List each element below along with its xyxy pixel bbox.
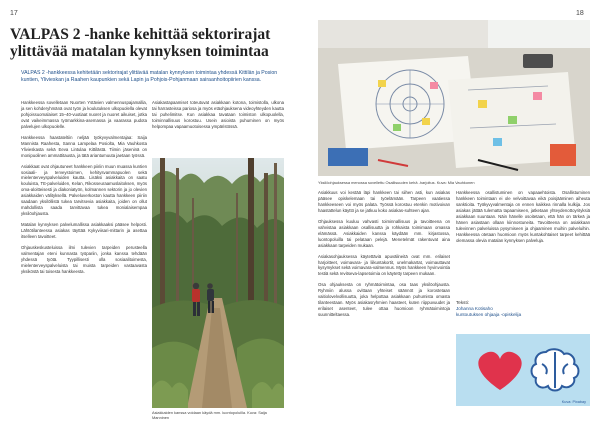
heart-brain-icons — [456, 334, 590, 406]
credit-name: Johanna Kotisaho — [456, 306, 493, 311]
paragraph: Hankkeessa osallistuminen on vapaaehtoista. Osallistuminen hankkeen toimintaan ei ole velvoittavaa eikä poisjääminen aiheuta sanktioita. Työkyvyvalmentaja on ennen kaikkea rinnalla kulkija. Jos asiakas jättää tulematta tapaamiseen, jatketaan yhteydenottoyrityksiä asiakkaan suuntaan. Näin hänelle osoitetaan, että hän on tärkeä ja hänen asiastaan ollaan kiinnostuneita. Tavoitteena on asiakkaan tulevinnen palveluissa pysymiseen ja ohjaaminen muihin palveluihin. Hankkeessa otetaan huomioon myös kuntakohtaiset tarpeet kehittää olemassa olevia matalan kynnyksen palveluja. — [456, 190, 590, 243]
table-exercise-photo — [318, 20, 590, 176]
forest-illustration — [152, 158, 284, 408]
paragraph: Matalan kynnyksen palvelumallissa asiakkaaksi pääsee helposti. Lähtötilanteessa asiakas täyttää Kykyviisari-mittarin ja asettaa itselleen tavoitteet. — [21, 222, 147, 240]
author-credit — [456, 300, 590, 318]
right-column-2 — [456, 190, 590, 249]
badge-credit: Kuva: Pixabay — [561, 400, 586, 404]
paragraph: Hankkeessa sovelletaan Nuorten Ystävien valmennuspajamallia, ja sen kohderyhmänä ovat työn ja koulutuksen ulkopuolella olevat pohjoissuomalaiset 15–40-vuotiaat nuoret ja nuoret aikuiset, jotka ovat vaikeimmassa työmarkkina-asemassa ja vaarassa pudota palvelujen ulkopuolelle. — [21, 100, 147, 129]
article-title: VALPAS 2 -hanke kehittää sektorirajat ylittävää matalan kynnyksen toimintaa — [10, 26, 271, 60]
brain-icon — [532, 349, 579, 390]
heart-brain-badge — [456, 334, 590, 406]
left-column-2 — [152, 100, 284, 135]
right-page — [300, 0, 600, 424]
paragraph: Asiakkaat ovat ohjautuneet hankkeen piiriin muun muassa kuntien sosiaali- ja terveystoimen, kehitysvammapuolen sekä mielenterveyspalveluiden kautta. Lisäksi asiakkaita on saatu kouluista, TE-palveluiden, Kelan, Rikosseuraamuslaitoksen, myös oma-aloitteisesti ja diakoniatyön, kolmannen sektorin ja jo olevien asiakkaiden välityksellä. Palveluverkoston kautta hankkeen piiriin saadaan yksilöllistä tukea tarvitsevia asiakkaita, joiden on ollut mahdollista saada tarvittavaa tukea monialaisempaa yksilöohjausta. — [21, 163, 147, 217]
right-column-1 — [318, 190, 450, 323]
forest-photo-caption: Asiakkaiden kanssa voidaan käydä mm. luontopoluilla. Kuva: Saija Manninen — [152, 410, 267, 420]
lead-paragraph: VALPAS 2 -hankkeessa kehitetään sektorirajat ylittävää matalan kynnyksen toimintaa yhdessä Kittilän ja Posion kuntien, Ylivieskan ja Raahen kaupunkien sekä Lapin ja Pohjois-Pohjanmaan sairaanhoitopiirien kanssa. — [21, 70, 278, 83]
paragraph: Asiakasohjauksessa käytettäviä apuvälineitä ovat mm. erilaiset harjoitteet, voimavara- ja liikuntakortit, unelmakartat, voimauttavat kysymykset sekä voimavara-valmennus. Myös hankkeen hyvinvointia testiä sekä revitseva-lapsetoimia on käytetty tarpeen mukaan. — [318, 253, 450, 277]
table-illustration — [318, 20, 590, 176]
paragraph: Ohjauksessa kuuluu vahvasti toiminnallisuus ja tavoitteena on vahvistaa asiakkaan osallisuutta ja rohkaista toimimaan omassa elämässä. Asiakkaiden kanssa käydään mm. kirjastossa, luontopoluilla tai pelataan pelejä. Menetelmät rakentuvat aina asiakkaan tarpeiden mukaan. — [318, 218, 450, 248]
table-photo-caption: Yksilöohjauksessa menossa sovellettu Osallisuuden kehä -harjoitus. Kuva: Mia Vauhkonen — [318, 180, 475, 185]
paragraph: Osa ohjauksesta on ryhmätoimintaa, osa taas yksilöohjausta. Ryhmiin alussa ovittaan yhteiset säännöt ja korostetaan vaitiolovelvollisuutta, joka helpottaa asiakkaan puhumista omasta tilanteestaan. Myös asiakasryhmien haasteet, kuten riippuvuudet ja erilaiset asenteet, tulee ottaa huomioon ryhmätoimintoja suunnitteltaessa. — [318, 282, 450, 318]
paragraph: Ohjauskeskusteluissa ilmi tulevien tarpeiden perusteella valmentajan eteni kunnasta työpariin, jonka kanssa tehdään yhdessä työtä. Tyypillisesti olla sosiaalitoimesta, mielenterveyspalveluista tai muista tarpeiden vastaavasta yksiköstä tai toisesta hankkeesta. — [21, 245, 147, 274]
page-number-right: 18 — [576, 10, 584, 17]
forest-path-photo — [152, 158, 284, 408]
page-number-left: 17 — [10, 10, 18, 17]
heart-icon — [478, 352, 521, 390]
paragraph: Hankkeessa haastateltiin neljää työkyvyvalmentajaa: Saija Mannista Raahesta, Sanna Lampelaa Posiolta, Mia Vauhkosta Ylivieskasta sekä Eeva Lintulaa Kittilästä. Tiimin jäseninä on monipuolinen ammattitausta, ja tätä ariantumuuta jaetaan työssä. — [21, 134, 147, 158]
paragraph: Asiakkuus voi kestää läpi hankkeen tai siihen asti, kun asiakas pääsee opiskelemaan tai työelämään. Tarpeen vaatiessa hankkeeseen voi myös palata. Työssä korostuu etenkin motivoivan haastattelun käyttö ja se jatkuu koko asiakas-suhteen ajan. — [318, 190, 450, 213]
left-column-1 — [21, 100, 147, 280]
paragraph: Asiakastapaamiset toteutuvat asiakkaan kotona, toimistolla, ulkona tai harrasteissa pariosa ja myös etäohjauksena videoyhteyden kautta tai puhelimitse. Kun asiakkaa tavataan toimiston ulkopuolella, toiminnallisuus korostuu. Usein asioista puhuminen on myös helpompaa vapaamuotoisessa ympäristössä. — [152, 100, 284, 129]
credit-role: kuntoutuksen ohjaaja -opiskelija — [456, 312, 522, 317]
credit-label: Teksti: — [456, 300, 470, 305]
